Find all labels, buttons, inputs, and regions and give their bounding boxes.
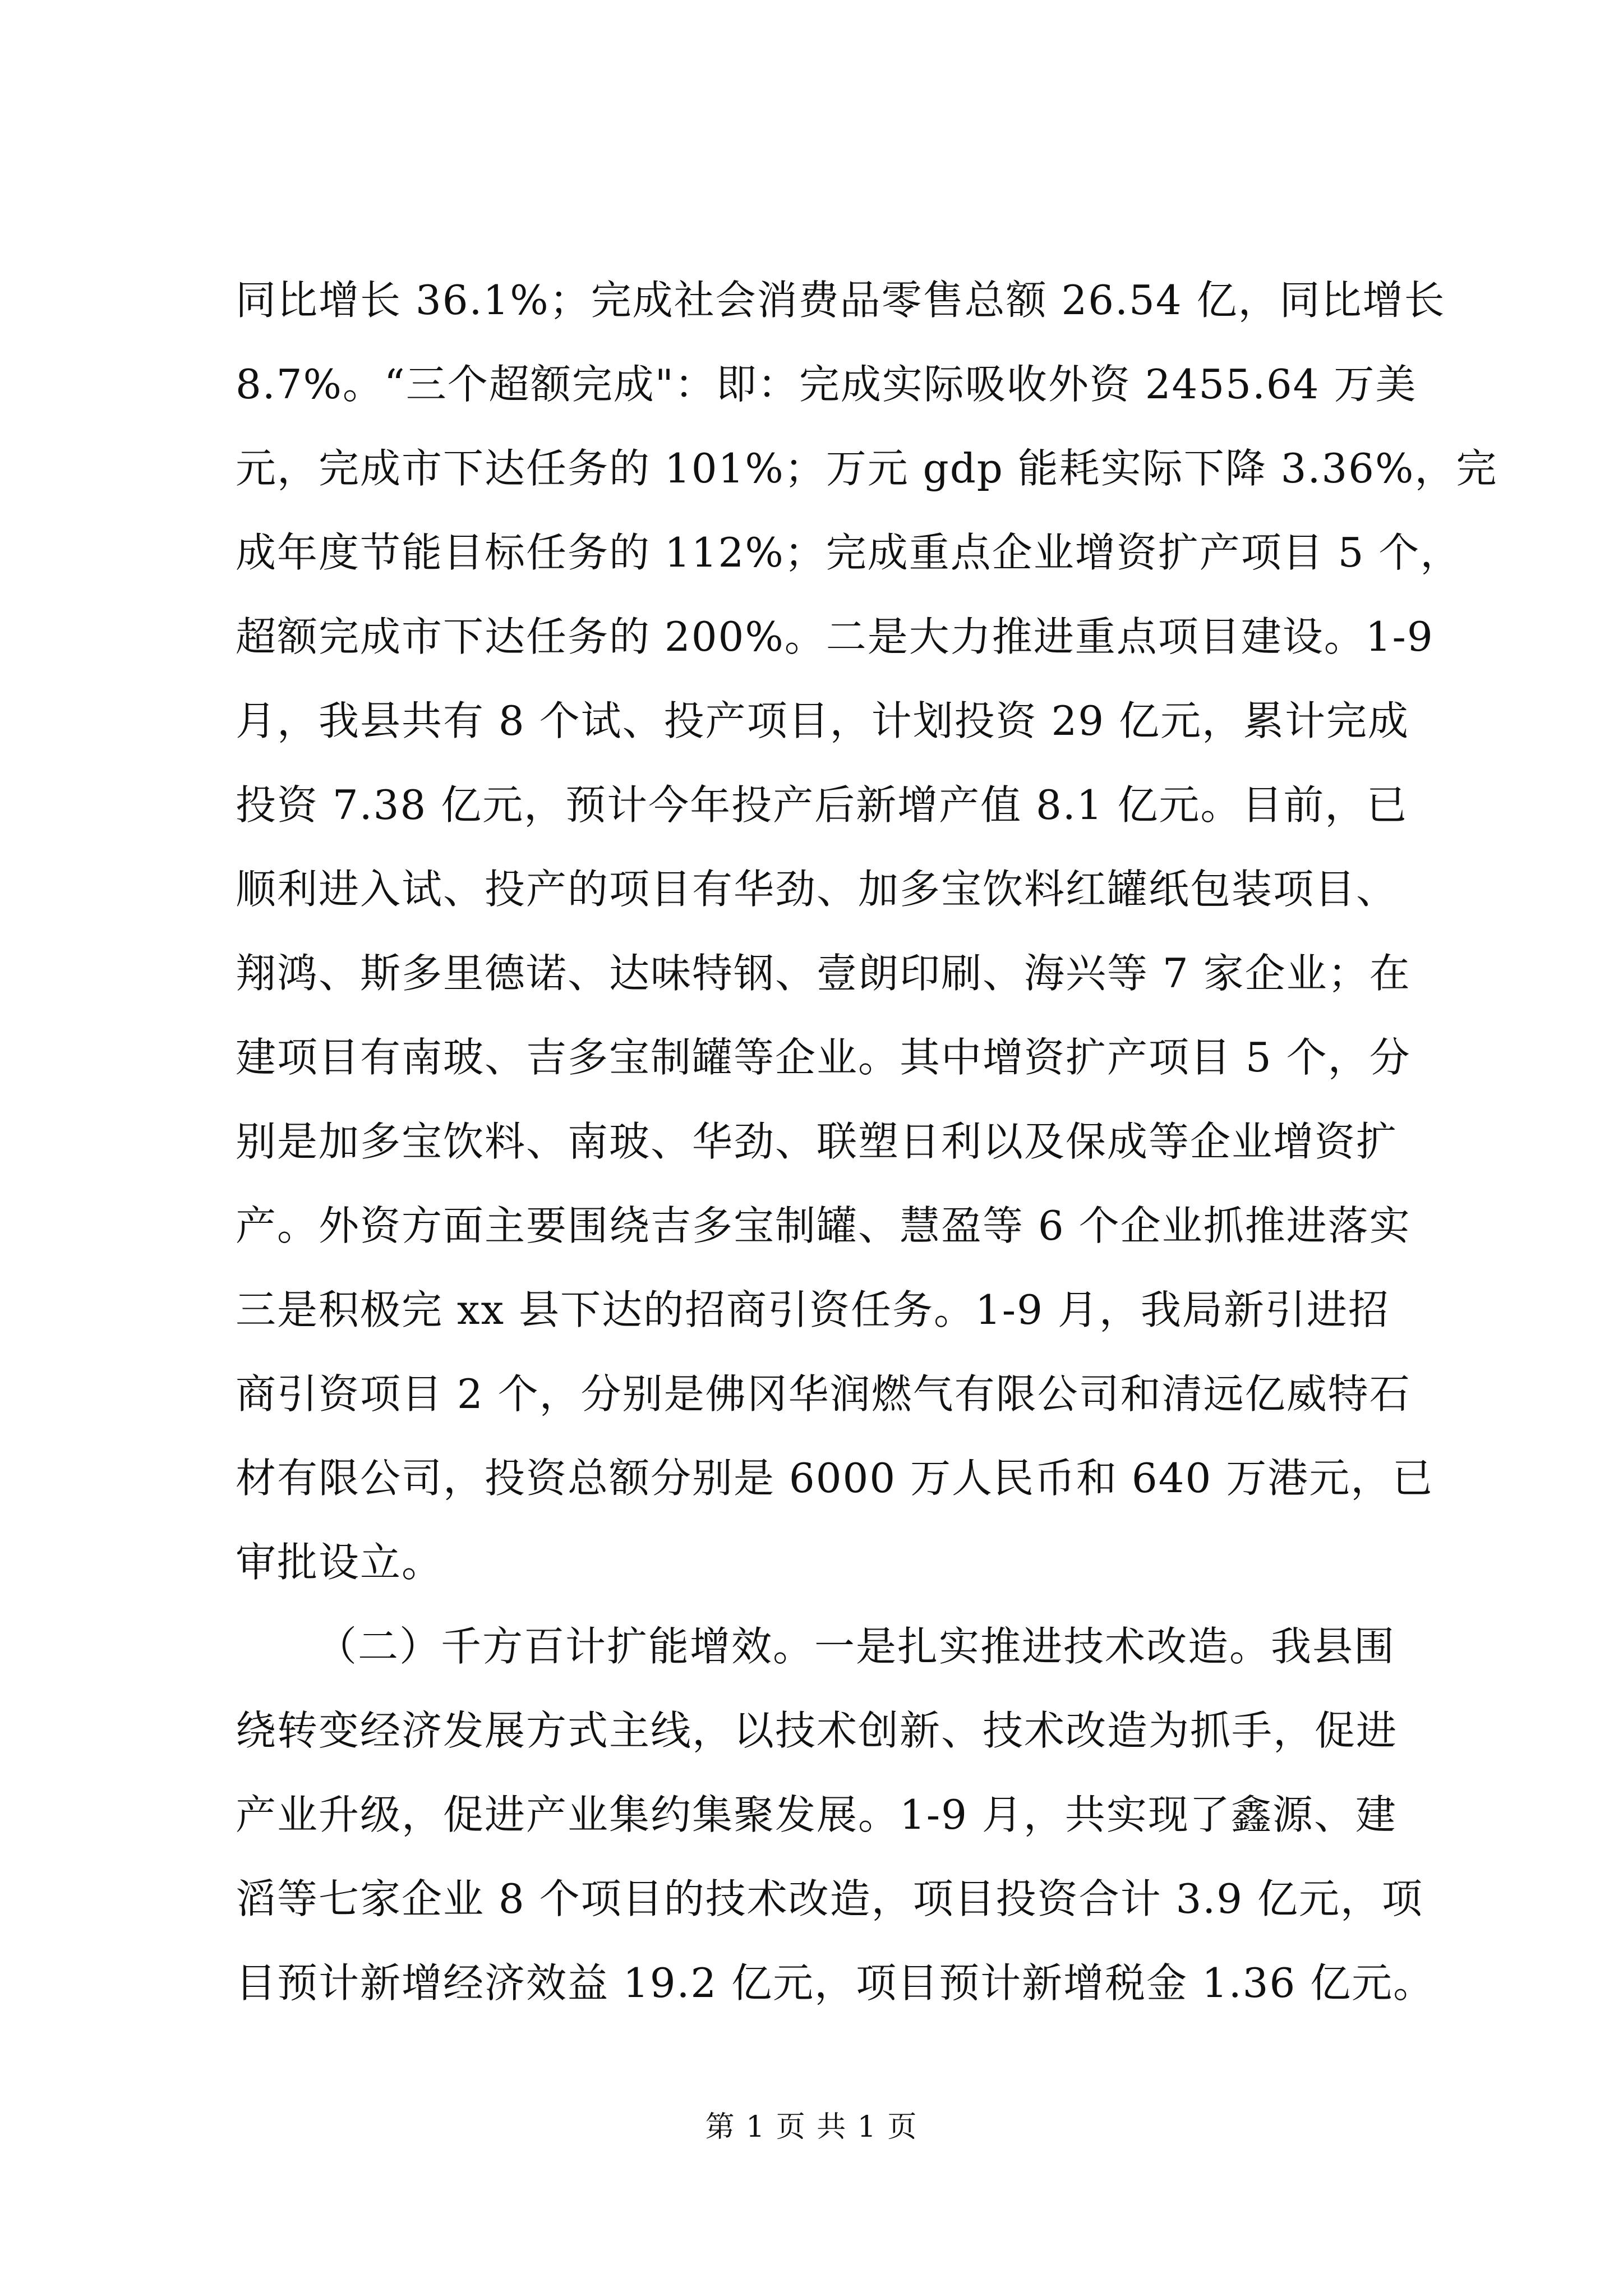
text-line: 月，我县共有 8 个试、投产项目，计划投资 29 亿元，累计完成 [236,697,1409,744]
text-line: 审批设立。 [236,1539,444,1586]
text-line: 建项目有南玻、吉多宝制罐等企业。其中增资扩产项目 5 个，分 [236,1034,1411,1081]
text-line: 别是加多宝饮料、南玻、华劲、联塑日利以及保成等企业增资扩 [236,1118,1398,1165]
page-number: 第 1 页 共 1 页 [705,2110,918,2144]
text-line: 材有限公司，投资总额分别是 6000 万人民币和 640 万港元，已 [236,1455,1434,1502]
text-line: 元，完成市下达任务的 101%；万元 gdp 能耗实际下降 3.36%，完 [236,445,1498,492]
text-line: 8.7%。“三个超额完成"：即：完成实际吸收外资 2455.64 万美 [236,361,1417,408]
text-line: 目预计新增经济效益 19.2 亿元，项目预计新增税金 1.36 亿元。 [236,1959,1435,2007]
paragraph-2 [236,1604,1436,2025]
text-line: 商引资项目 2 个，分别是佛冈华润燃气有限公司和清远亿威特石 [236,1370,1411,1418]
text-line: 超额完成市下达任务的 200%。二是大力推进重点项目建设。1-9 [236,613,1434,660]
text-line: 同比增长 36.1%；完成社会消费品零售总额 26.54 亿，同比增长 [236,277,1446,324]
text-line: 投资 7.38 亿元，预计今年投产后新增产值 8.1 亿元。目前，已 [236,781,1408,829]
text-line: 成年度节能目标任务的 112%；完成重点企业增资扩产项目 5 个， [236,529,1462,576]
text-line: 翔鸿、斯多里德诺、达味特钢、壹朗印刷、海兴等 7 家企业；在 [236,950,1411,997]
text-line: 顺利进入试、投产的项目有华劲、加多宝饮料红罐纸包装项目、 [236,866,1398,913]
text-line: 产业升级，促进产业集约集聚发展。1-9 月，共实现了鑫源、建 [236,1791,1397,1838]
paragraph-1 [236,0,1498,1604]
document-body [236,0,1498,2025]
page-footer [0,2105,1623,2150]
text-line: 三是积极完 xx 县下达的招商引资任务。1-9 月，我局新引进招 [236,1286,1390,1333]
text-line: 绕转变经济发展方式主线，以技术创新、技术改造为抓手，促进 [236,1707,1398,1754]
text-line: （二）千方百计扩能增效。一是扎实推进技术改造。我县围 [316,1623,1396,1670]
text-line: 滔等七家企业 8 个项目的技术改造，项目投资合计 3.9 亿元，项 [236,1875,1423,1922]
text-line: 产。外资方面主要围绕吉多宝制罐、慧盈等 6 个企业抓推进落实 [236,1202,1411,1249]
